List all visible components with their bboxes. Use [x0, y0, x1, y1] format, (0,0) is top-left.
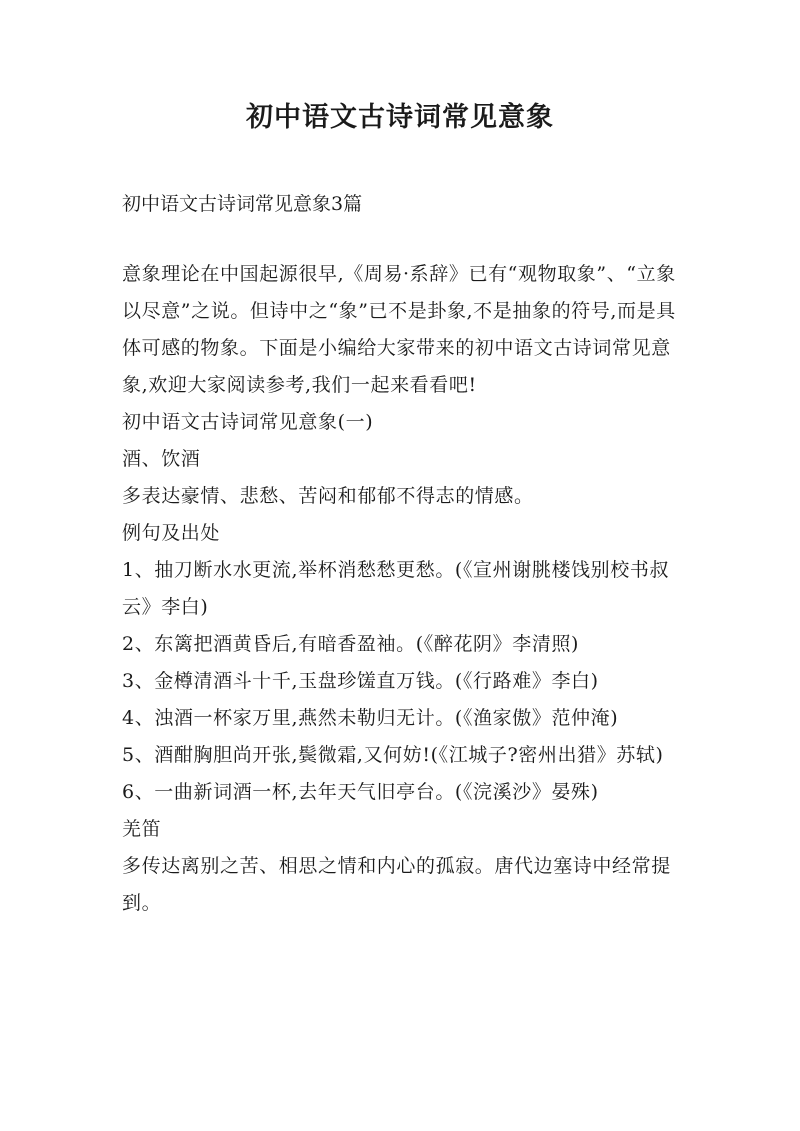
section-heading: 初中语文古诗词常见意象(一)	[122, 411, 374, 433]
document-subtitle: 初中语文古诗词常见意象3篇	[122, 193, 363, 215]
example-line: 4、浊酒一杯家万里,燕然未勒归无计。(《渔家傲》范仲淹)	[122, 707, 619, 729]
document-body	[122, 256, 682, 922]
example-line: 3、金樽清酒斗十千,玉盘珍馐直万钱。(《行路难》李白)	[122, 670, 599, 692]
document-title: 初中语文古诗词常见意象	[246, 102, 554, 133]
examples-heading: 例句及出处	[122, 522, 221, 544]
imagery-heading: 羌笛	[122, 818, 162, 840]
imagery-description: 多表达豪情、悲愁、苦闷和郁郁不得志的情感。	[122, 485, 534, 507]
example-line: 2、东篱把酒黄昏后,有暗香盈袖。(《醉花阴》李清照)	[122, 633, 580, 655]
example-line: 5、酒酣胸胆尚开张,鬓微霜,又何妨!(《江城子?密州出猎》苏轼)	[122, 744, 664, 766]
intro-paragraph: 意象理论在中国起源很早,《周易·系辞》已有“观物取象”、“立象以尽意”之说。但诗中之“象”已不是卦象,不是抽象的符号,而是具体可感的物象。下面是小编给大家带来的初中语文古诗词常见意象,欢迎大家阅读参考,我们一起来看看吧!	[122, 263, 676, 396]
imagery-heading: 酒、饮酒	[122, 448, 201, 470]
example-line: 1、抽刀断水水更流,举杯消愁愁更愁。(《宣州谢朓楼饯别校书叔云》李白)	[122, 559, 670, 618]
imagery-description: 多传达离别之苦、相思之情和内心的孤寂。唐代边塞诗中经常提到。	[122, 855, 671, 914]
example-line: 6、一曲新词酒一杯,去年天气旧亭台。(《浣溪沙》晏殊)	[122, 781, 599, 803]
